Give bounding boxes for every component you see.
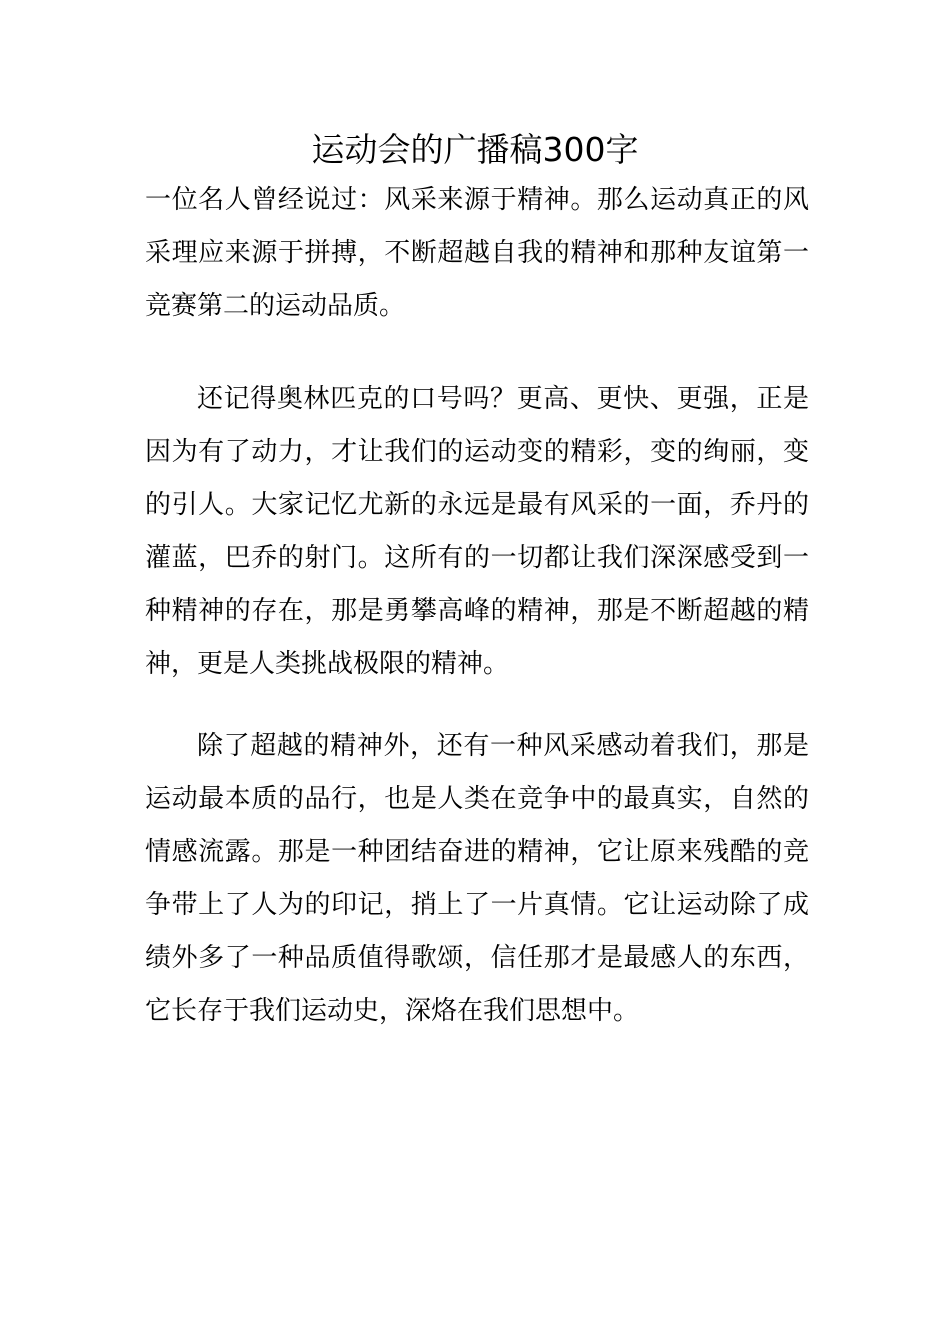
paragraph-1: 一位名人曾经说过：风采来源于精神。那么运动真正的风采理应来源于拼搏，不断超越自我的精神和那种友谊第一竞赛第二的运动品质。 [145,185,809,321]
document-title: 运动会的广播稿300字 [311,130,639,169]
paragraph-2: 还记得奥林匹克的口号吗？更高、更快、更强，正是因为有了动力，才让我们的运动变的精彩，变的绚丽，变的引人。大家记忆尤新的永远是最有风采的一面，乔丹的灌蓝，巴乔的射门。这所有的一切都让我们深深感受到一种精神的存在，那是勇攀高峰的精神，那是不断超越的精神，更是人类挑战极限的精神。 [145,384,809,679]
paragraph-3: 除了超越的精神外，还有一种风采感动着我们，那是运动最本质的品行，也是人类在竞争中的最真实，自然的情感流露。那是一种团结奋进的精神，它让原来残酷的竞争带上了人为的印记，捎上了一片真情。它让运动除了成绩外多了一种品质值得歌颂，信任那才是最感人的东西，它长存于我们运动史，深烙在我们思想中。 [145,731,809,1026]
